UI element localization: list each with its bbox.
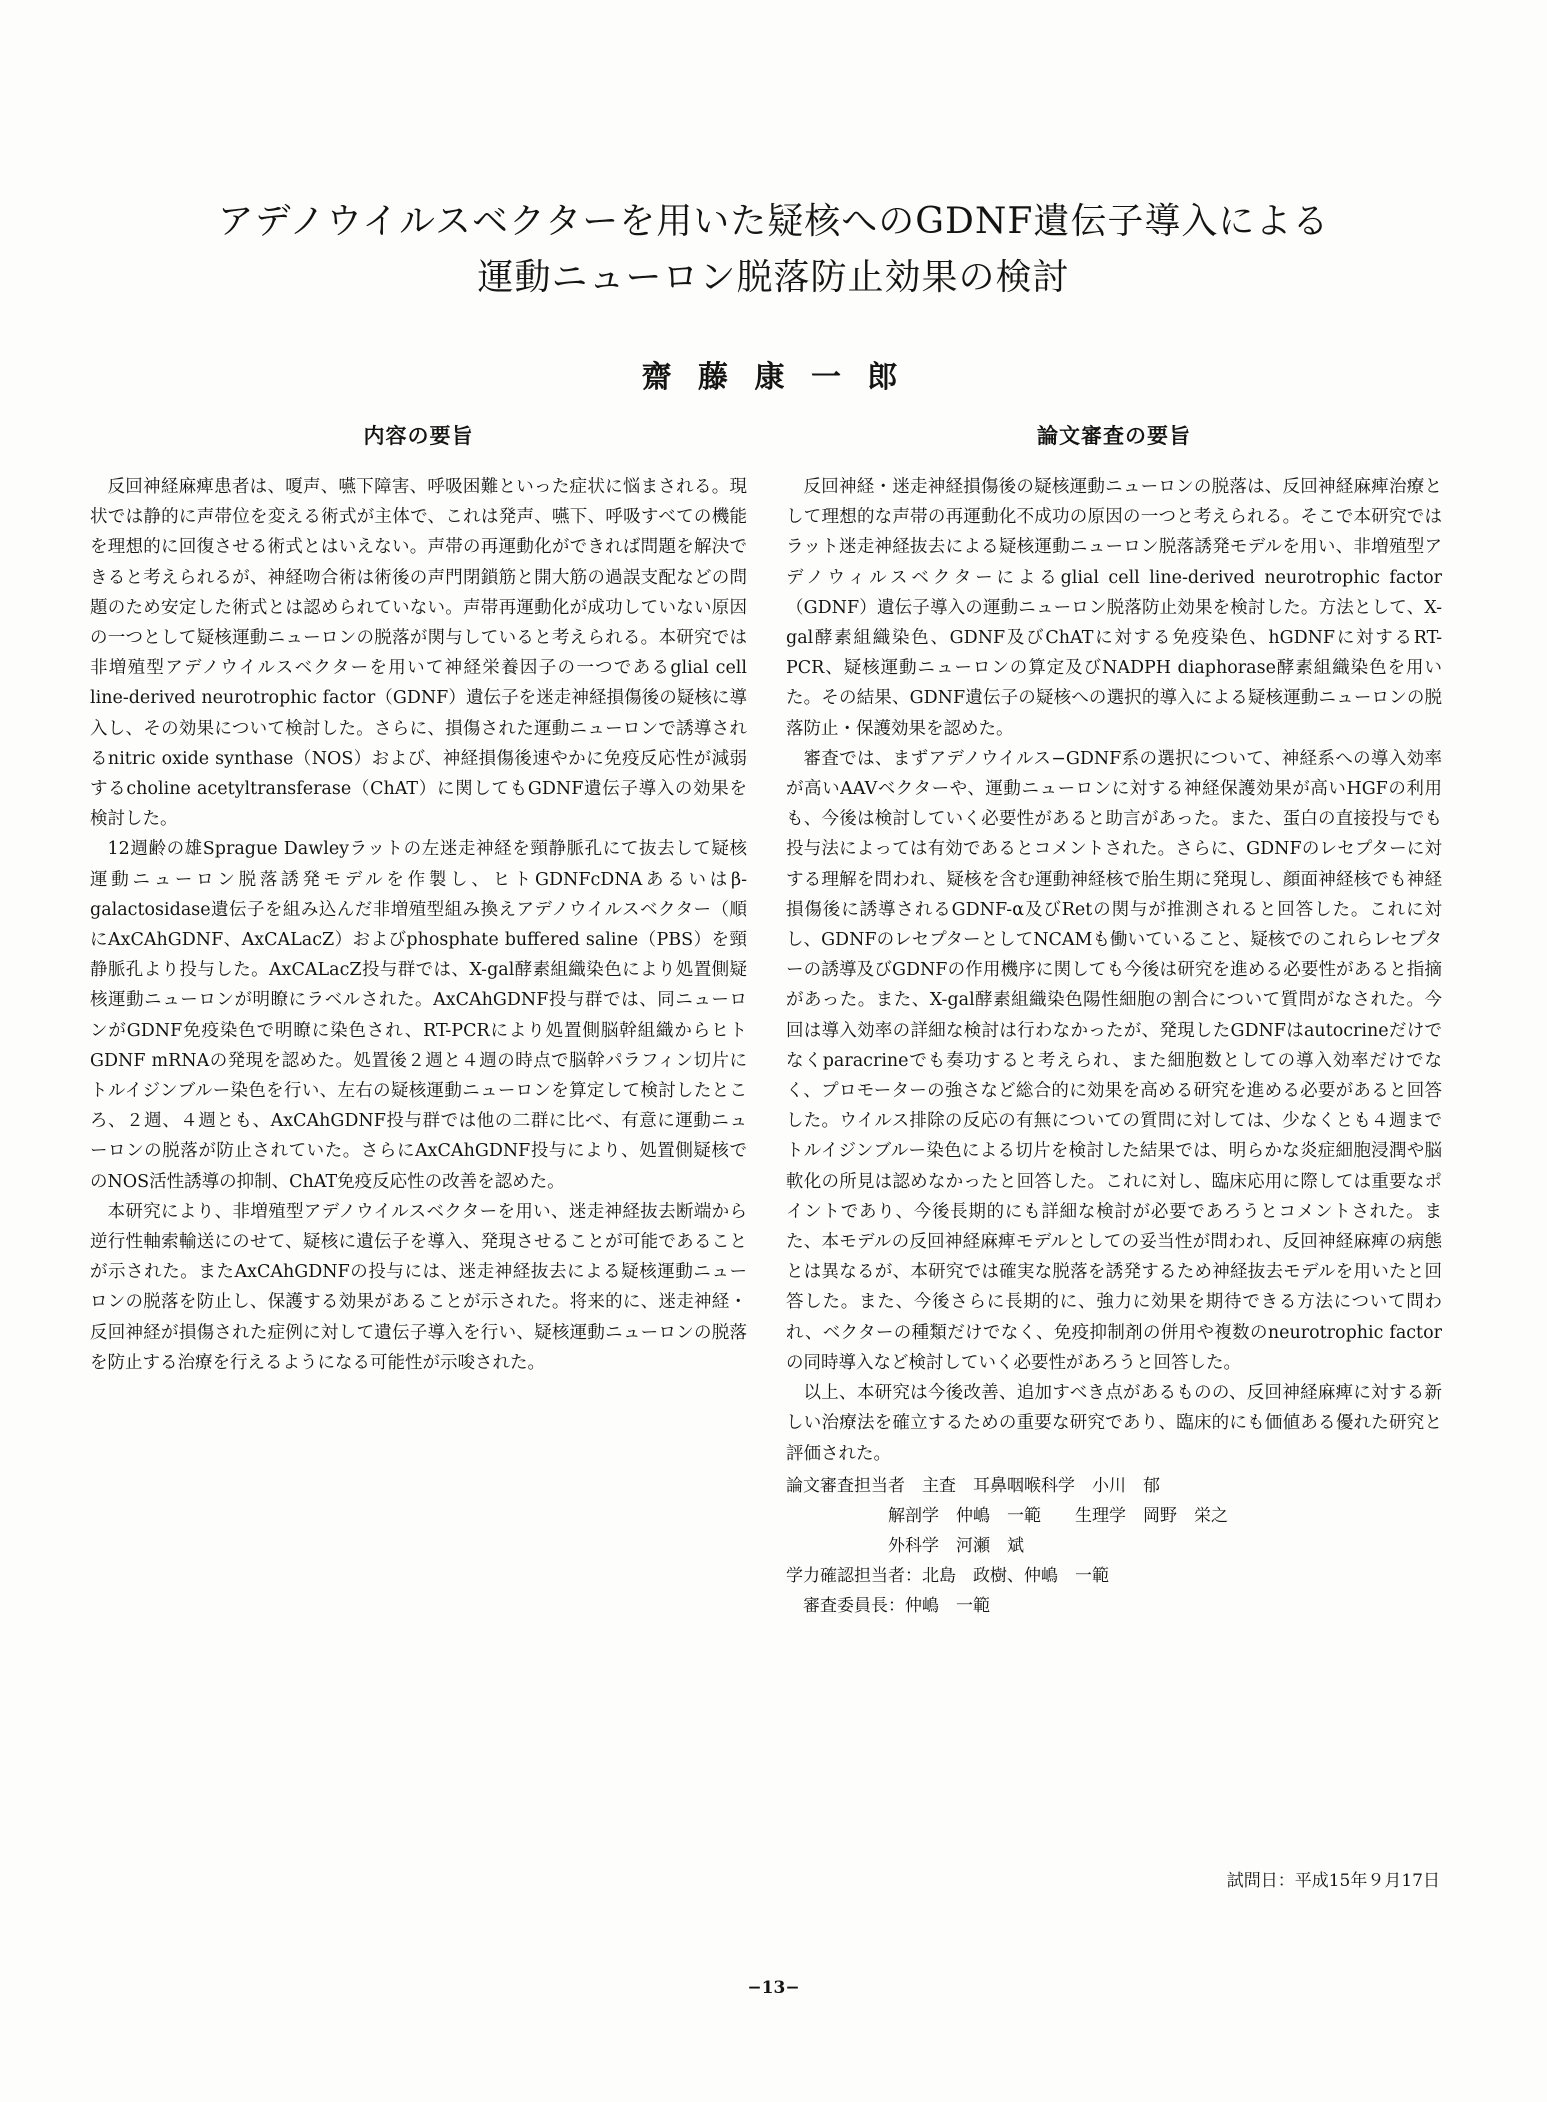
summary-paragraph: 反回神経麻痺患者は、嗄声、嚥下障害、呼吸困難といった症状に悩まされる。現状では静的に声帯位を変える術式が主体で、これは発声、嚥下、呼吸すべての機能を理想的に回復させる術式とはいえない。声帯の再運動化ができれば問題を解決できると考えられるが、神経吻合術は術後の声門閉鎖筋と開大筋の過誤支配などの問題のため安定した術式とは認められていない。声帯再運動化が成功していない原因の一つとして疑核運動ニューロンの脱落が関与していると考えられる。本研究では非増殖型アデノウイルスベクターを用いて神経栄養因子の一つであるglial cell line-derived neurotrophic factor（GDNF）遺伝子を迷走神経損傷後の疑核に導入し、その効果について検討した。さらに、損傷された運動ニューロンで誘導されるnitric oxide synthase（NOS）および、神経損傷後速やかに免疫反応性が減弱するcholine acetyltransferase（ChAT）に関してもGDNF遺伝子導入の効果を検討した。	[90, 477, 747, 830]
page-title	[0, 194, 1547, 306]
page-number: −13−	[747, 1978, 800, 1998]
exam-date: 試問日：平成15年９月17日	[1226, 1871, 1440, 1891]
review-column	[786, 420, 1442, 1621]
summary-column	[90, 420, 747, 1378]
summary-heading: 内容の要旨	[363, 424, 474, 448]
author-name: 齋 藤 康 一 郎	[641, 360, 906, 395]
review-heading: 論文審査の要旨	[1037, 424, 1191, 448]
examiner-row: 解剖学 仲嶋 一範 生理学 岡野 栄之	[786, 1505, 1228, 1526]
review-paragraph: 反回神経・迷走神経損傷後の疑核運動ニューロンの脱落は、反回神経麻痺治療として理想的な声帯の再運動化不成功の原因の一つと考えられる。そこで本研究ではラット迷走神経抜去による疑核運動ニューロン脱落誘発モデルを用い、非増殖型アデノウィルスベクターによるglial cell line-derived neurotrophic factor（GDNF）遺伝子導入の運動ニューロン脱落防止効果を検討した。方法として、X-gal酵素組織染色、GDNF及びChATに対する免疫染色、hGDNFに対するRT-PCR、疑核運動ニューロンの算定及びNADPH diaphorase酵素組織染色を用いた。その結果、GDNF遺伝子の疑核への選択的導入による疑核運動ニューロンの脱落防止・保護効果を認めた。	[786, 477, 1442, 739]
review-paragraph: 審査では、まずアデノウイルス−GDNF系の選択について、神経系への導入効率が高いAAVベクターや、運動ニューロンに対する神経保護効果が高いHGFの利用も、今後は検討していく必要性があると助言があった。また、蛋白の直接投与でも投与法によっては有効であるとコメントされた。さらに、GDNFのレセプターに対する理解を問われ、疑核を含む運動神経核で胎生期に発現し、顔面神経核でも神経損傷後に誘導されるGDNF-α及びRetの関与が推測されると回答した。これに対し、GDNFのレセプターとしてNCAMも働いていること、疑核でのこれらレセプターの誘導及びGDNFの作用機序に関しても今後は研究を進める必要性があると指摘があった。また、X-gal酵素組織染色陽性細胞の割合について質問がなされた。今回は導入効率の詳細な検討は行わなかったが、発現したGDNFはautocrineだけでなくparacrineでも奏功すると考えられ、また細胞数としての導入効率だけでなく、プロモーターの強さなど総合的に効果を高める研究を進める必要があると回答した。ウイルス排除の反応の有無についての質問に対しては、少なくとも４週までトルイジンブルー染色による切片を検討した結果では、明らかな炎症細胞浸潤や脳軟化の所見は認めなかったと回答した。これに対し、臨床応用に際しては重要なポイントであり、今後長期的にも詳細な検討が必要であろうとコメントされた。また、本モデルの反回神経麻痺モデルとしての妥当性が問われ、反回神経麻痺の病態とは異なるが、本研究では確実な脱落を誘発するため神経抜去モデルを用いたと回答した。また、今後さらに長期的に、強力に効果を期待できる方法について問われ、ベクターの種類だけでなく、免疫抑制剤の併用や複数のneurotrophic factorの同時導入など検討していく必要性があろうと回答した。	[786, 748, 1442, 1373]
examiner-row: 外科学 河瀬 斌	[786, 1535, 1024, 1556]
title-line-2: 運動ニューロン脱落防止効果の検討	[477, 257, 1070, 298]
summary-paragraph: 本研究により、非増殖型アデノウイルスベクターを用い、迷走神経抜去断端から逆行性軸索輸送にのせて、疑核に遺伝子を導入、発現させることが可能であることが示された。またAxCAhGDNFの投与には、迷走神経抜去による疑核運動ニューロンの脱落を防止し、保護する効果があることが示された。将来的に、迷走神経・反回神経が損傷された症例に対して遺伝子導入を行い、疑核運動ニューロンの脱落を防止する治療を行えるようになる可能性が示唆された。	[90, 1201, 747, 1373]
review-paragraph: 以上、本研究は今後改善、追加すべき点があるものの、反回神経麻痺に対する新しい治療法を確立するための重要な研究であり、臨床的にも価値ある優れた研究と評価された。	[786, 1383, 1442, 1464]
examiner-row: 学力確認担当者：北島 政樹、仲嶋 一範	[786, 1565, 1109, 1586]
title-line-1: アデノウイルスベクターを用いた疑核へのGDNF遺伝子導入による	[217, 201, 1330, 242]
summary-paragraph: 12週齢の雄Sprague Dawleyラットの左迷走神経を頸静脈孔にて抜去して疑核運動ニューロン脱落誘発モデルを作製し、ヒトGDNFcDNAあるいはβ-galactosidase遺伝子を組み込んだ非増殖型組み換えアデノウイルスベクター（順にAxCAhGDNF、AxCALacZ）およびphosphate buffered saline（PBS）を頸静脈孔より投与した。AxCALacZ投与群では、X-gal酵素組織染色により処置側疑核運動ニューロンが明瞭にラベルされた。AxCAhGDNF投与群では、同ニューロンがGDNF免疫染色で明瞭に染色され、RT-PCRにより処置側脳幹組織からヒトGDNF mRNAの発現を認めた。処置後２週と４週の時点で脳幹パラフィン切片にトルイジンブルー染色を行い、左右の疑核運動ニューロンを算定して検討したところ、２週、４週とも、AxCAhGDNF投与群では他の二群に比べ、有意に運動ニューロンの脱落が防止されていた。さらにAxCAhGDNF投与により、処置側疑核でのNOS活性誘導の抑制、ChAT免疫反応性の改善を認めた。	[90, 839, 747, 1192]
examiner-list	[786, 1471, 1442, 1621]
examiner-row: 論文審査担当者 主査 耳鼻咽喉科学 小川 郁	[786, 1475, 1160, 1496]
examiner-row: 審査委員長：仲嶋 一範	[786, 1595, 990, 1616]
